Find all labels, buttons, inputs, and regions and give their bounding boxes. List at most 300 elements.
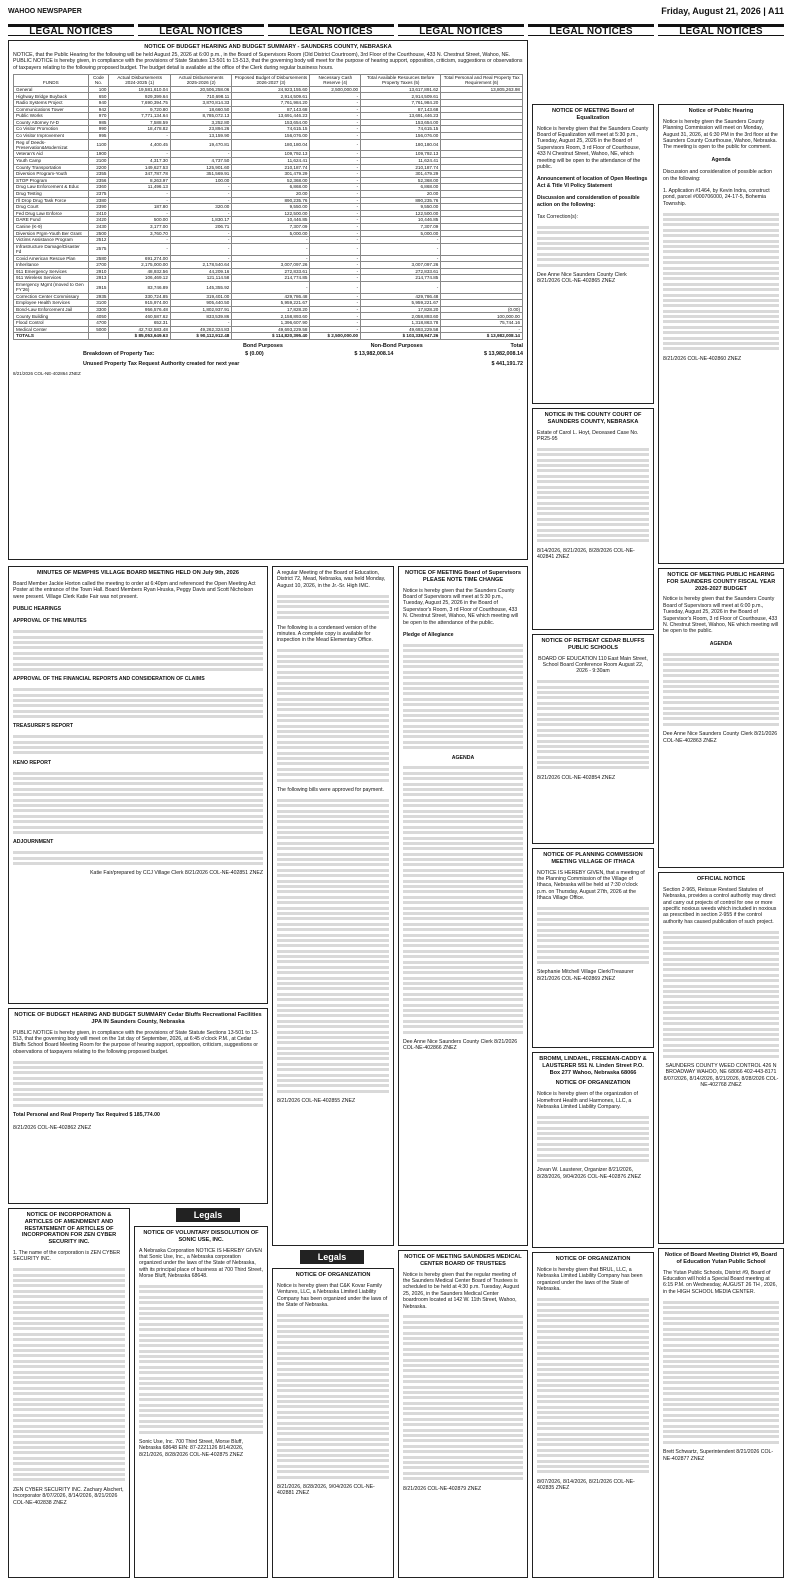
budget-cell: - xyxy=(310,223,361,230)
supervisors-text: Notice is hereby given that the Saunders County Board of Supervisors will meet at 5:30 p.m., Tuesday, August 25, 2026 in the Board of Supervisor's Room, 3 rd Floor of Courthouse, 433 N. Chestnut Street, Wahoo, NE which meeting will be open to the attendance of the public. xyxy=(403,587,519,626)
budget-cell: - xyxy=(310,275,361,282)
supervisors-notice xyxy=(398,566,528,1246)
date-page: Friday, August 21, 2026 | A11 xyxy=(661,6,784,16)
breakdown-bond: $ (0.00) xyxy=(245,350,264,357)
budget-cell: - xyxy=(310,100,361,107)
budget-cell: - xyxy=(170,237,231,244)
budget-cell: - xyxy=(232,255,310,262)
budget-cell: 122,500.00 xyxy=(232,210,310,217)
budget-cell: 100 xyxy=(88,86,109,93)
budget-row xyxy=(14,262,523,269)
incorporation-text: 1. The name of the corporation is ZEN CYBER SECURITY INC. xyxy=(13,1249,121,1263)
budget-cell: 3300 xyxy=(88,306,109,313)
text-filler xyxy=(537,1298,649,1474)
budget-cell: - xyxy=(310,204,361,211)
budget-cell: 970 xyxy=(88,113,109,120)
budget-cell: 942 xyxy=(88,106,109,113)
budget-cell xyxy=(441,139,523,151)
budget-cell: 100,000.00 xyxy=(441,313,523,320)
budget-row xyxy=(14,255,523,262)
medical-signature: 8/21/2026 COL-NE-402879 ZNEZ xyxy=(403,1485,482,1492)
brul-signature: 8/07/2026, 8/14/2026, 8/21/2026 COL-NE-402835 ZNEZ xyxy=(537,1478,635,1492)
budget-cell: 2200 xyxy=(88,164,109,171)
budget-cell: TOTALS xyxy=(14,333,89,340)
budget-cell: $ 85,053,649.63 xyxy=(109,333,170,340)
legal-notices-bar: LEGAL NOTICES xyxy=(268,24,394,36)
equalization-notice xyxy=(532,104,654,404)
budget-cell: 13,617,891.62 xyxy=(361,86,441,93)
bromm-notice xyxy=(532,1052,654,1248)
budget-cell: 5,959,221.67 xyxy=(361,300,441,307)
text-filler xyxy=(663,653,779,726)
budget-cell: 13,159.90 xyxy=(170,132,231,139)
budget-cell: - xyxy=(170,320,231,327)
brul-text: Notice is hereby given that BRUL, LLC, a Nebraska Limited Liability Company has been organized under the laws of the State of Nebraska. xyxy=(537,1266,643,1293)
budget-cell: 180,180.04 xyxy=(232,139,310,151)
budget-cell xyxy=(441,197,523,204)
budget-cell: Highway Bridge Buyback xyxy=(14,93,89,100)
budget-cell: 156,076.00 xyxy=(361,132,441,139)
budget-cell: 20.00 xyxy=(361,190,441,197)
budget-cell: 1,396,607.90 xyxy=(232,320,310,327)
budget-cell: 17,828.20 xyxy=(232,306,310,313)
budget-cell: 145,355.92 xyxy=(170,281,231,293)
budget-cell: 4,317.30 xyxy=(109,157,170,164)
budget-cell: 3,760.70 xyxy=(109,230,170,237)
budget-cell: 11,624.41 xyxy=(232,157,310,164)
unused-value: $ 441,191.72 xyxy=(491,360,523,367)
budget-col-header: Total Personal and Real Property Tax Requirement (6) xyxy=(441,75,523,87)
memphis-signature: Katie Fair/prepared by CCJ Village Clerk 8/21/2026 COL-NE-402851 ZNEZ xyxy=(90,870,263,877)
budget-cell: 44,209.16 xyxy=(170,268,231,275)
budget-cell: Covid American Rescue Plan xyxy=(14,255,89,262)
budget-cell: 153,654.00 xyxy=(232,119,310,126)
budget-cell: 13,691,446.23 xyxy=(361,113,441,120)
budget-cell: - xyxy=(310,139,361,151)
budget-cell: - xyxy=(310,268,361,275)
budget-cell: 2356 xyxy=(88,177,109,184)
budget-cell: - xyxy=(170,210,231,217)
budget-cell: 180,180.04 xyxy=(361,139,441,151)
budget-cell: 49,693,229.58 xyxy=(232,326,310,333)
budget-cell: - xyxy=(310,326,361,333)
budget-cell: - xyxy=(310,313,361,320)
budget-cell: Bond-Law Enforcement Jail xyxy=(14,306,89,313)
budget-cell: 833,539.86 xyxy=(170,313,231,320)
budget-cell: - xyxy=(310,210,361,217)
budget-cell: 5,000.00 xyxy=(232,230,310,237)
budget-cell: 3,870,814.33 xyxy=(170,100,231,107)
kovar-text: Notice is hereby given that C&K Kovar Family Ventures, LLC, a Nebraska Limited Liability Company has been organized under the laws of the State of Nebraska. xyxy=(277,1282,388,1309)
budget-cell: 20,506,258.06 xyxy=(170,86,231,93)
budget-cell: 18,660.50 xyxy=(170,106,231,113)
hearing-discussion: Discussion and consideration of possible action on the following: xyxy=(663,169,773,182)
budget-cell: 2700 xyxy=(88,262,109,269)
budget-cell: Co Visitor Promotion xyxy=(14,126,89,133)
school-minutes-signature: 8/21/2026 COL-NE-402855 ZNEZ xyxy=(277,1098,356,1105)
budget-cell: - xyxy=(170,197,231,204)
budget-cell: 109,792.13 xyxy=(361,151,441,158)
budget-cell: 995 xyxy=(88,132,109,139)
public-hearing-notice xyxy=(658,104,784,564)
budget-cell: 691,274.00 xyxy=(109,255,170,262)
retreat-signature: 8/21/2026 COL-NE-402854 ZNEZ xyxy=(537,774,616,781)
budget-cell: Youth Camp xyxy=(14,157,89,164)
supervisors-title: NOTICE OF MEETING Board of Supervisors PLEASE NOTE TIME CHANGE xyxy=(405,570,521,583)
budget-notice xyxy=(8,40,528,560)
budget-cell: - xyxy=(310,171,361,178)
budget-cell xyxy=(441,223,523,230)
budget-table xyxy=(13,74,523,340)
budget-intro: NOTICE, that the Public Hearing for the following will be held August 25, 2026 at 6:00 p.m., in the Board of Supervisors Room (Old District Courtroom), 3rd Floor of the Courthouse, 433 N. Chestnut Street, Wahoo, NE. PUBLIC NOTICE is hereby given, in compliance with the provisions of State Statutes 13-501 to 13-513, that the governing body will meet for the purpose of hearing support, opposition, criticism, suggestions or observations of taxpayers relating to the following proposed budget. The budget detail is available at the office of the Clerk during regular business hours. xyxy=(13,51,523,71)
retreat-title: NOTICE OF RETREAT CEDAR BLUFFS PUBLIC SCHOOLS xyxy=(541,638,645,651)
budget-row xyxy=(14,157,523,164)
budget-cell: - xyxy=(310,190,361,197)
budget-cell: 1,318,863.78 xyxy=(361,320,441,327)
budget-cell: 75,744.16 xyxy=(441,320,523,327)
legal-notices-bar: LEGAL NOTICES xyxy=(8,24,134,36)
budget-row xyxy=(14,197,523,204)
memphis-text: Board Member Jackie Horton called the meeting to order at 6:40pm and referenced the Open Meeting Act Poster at the entrance of the Town Hall. Board Members Ryan Hruska, Peggy Davis and Scott Nicholson were present. Village Clerk Katie Fair was not present. xyxy=(13,580,256,600)
budget-cell: $ 114,820,395.40 xyxy=(232,333,310,340)
budget-cell: 149,627.53 xyxy=(109,164,170,171)
budget-cell: 2,175,000.00 xyxy=(109,262,170,269)
legals-label: Legals xyxy=(176,1208,240,1222)
official-notice xyxy=(658,872,784,1244)
budget-cell: 109,792.13 xyxy=(232,151,310,158)
budget-cell: - xyxy=(310,113,361,120)
budget-cell: 990 xyxy=(88,126,109,133)
retreat-notice xyxy=(532,634,654,844)
budget-cell: 7,307.09 xyxy=(361,223,441,230)
budget-hearing-agenda: AGENDA xyxy=(709,640,733,647)
budget-cell: County Building xyxy=(14,313,89,320)
bond-col-header: Bond Purposes xyxy=(243,342,283,349)
budget-cell xyxy=(441,171,523,178)
budget-cell: - xyxy=(361,243,441,255)
budget-row xyxy=(14,237,523,244)
budget-cell xyxy=(441,275,523,282)
budget-cell: 7,761,984.20 xyxy=(232,100,310,107)
brul-title: NOTICE OF ORGANIZATION xyxy=(555,1256,631,1262)
budget-cell: Medical Center xyxy=(14,326,89,333)
budget-cell: Radio Systems Project xyxy=(14,100,89,107)
budget-cell: 351,569.91 xyxy=(170,171,231,178)
budget-cell xyxy=(441,281,523,293)
budget-cell: 13,805,263.98 xyxy=(441,86,523,93)
legal-notices-bar: LEGAL NOTICES xyxy=(528,24,654,36)
budget-cell: - xyxy=(109,190,170,197)
budget-row xyxy=(14,126,523,133)
budget-row xyxy=(14,306,523,313)
budget-cell: - xyxy=(310,126,361,133)
budget-cell: 2512 xyxy=(88,237,109,244)
budget-cell: 74,615.15 xyxy=(361,126,441,133)
incorporation-title: NOTICE OF INCORPORATION & ARTICLES OF AMENDMENT AND RESTATEMENT OF ARTICLES OF INCORPORATION FOR ZEN CYBER SECURITY INC. xyxy=(21,1212,117,1246)
budget-row xyxy=(14,223,523,230)
dissolution-title: NOTICE OF VOLUNTARY DISSOLUTION OF SONIC USE, INC. xyxy=(143,1230,259,1243)
budget-cell: $ 13,982,008.14 xyxy=(441,333,523,340)
medical-title: NOTICE OF MEETING SAUNDERS MEDICAL CENTER BOARD OF TRUSTEES xyxy=(404,1254,522,1267)
yutan-title: Notice of Board Meeting District #9, Board of Education Yutan Public School xyxy=(664,1252,778,1265)
budget-row xyxy=(14,93,523,100)
budget-cell: 4,737.50 xyxy=(170,157,231,164)
budget-cell: - xyxy=(232,281,310,293)
budget-cell xyxy=(441,100,523,107)
budget-cell: 2380 xyxy=(88,197,109,204)
budget-cell: 48,932.56 xyxy=(109,268,170,275)
budget-row xyxy=(14,313,523,320)
budget-cell: - xyxy=(310,132,361,139)
budget-cell: 6,868.00 xyxy=(361,184,441,191)
budget-col-header: Proposed Budget of Disbursements 2026-2027 (3) xyxy=(232,75,310,87)
budget-cell xyxy=(441,217,523,224)
equalization-agenda: Discussion and consideration of possible action on the following: xyxy=(537,195,640,208)
budget-row xyxy=(14,100,523,107)
budget-cell: 330,724.85 xyxy=(109,293,170,300)
budget-cell: 3,007,097.26 xyxy=(232,262,310,269)
budget-row xyxy=(14,190,523,197)
hearing-text: Notice is hereby given the Saunders County Planning Commission will meet on Monday, August 31, 2026, at 6:30 PM in the 3rd floor at the Saunders County Courthouse, Wahoo, Nebraska. The meeting is open to the public for comment. xyxy=(663,118,778,151)
budget-cell: 6,868.00 xyxy=(232,184,310,191)
budget-row xyxy=(14,210,523,217)
budget-cell: 87,143.68 xyxy=(232,106,310,113)
budget-cell xyxy=(441,230,523,237)
budget-row xyxy=(14,217,523,224)
budget-title: NOTICE OF BUDGET HEARING AND BUDGET SUMMARY - SAUNDERS COUNTY, NEBRASKA xyxy=(144,44,392,50)
yutan-text: The Yutan Public Schools, District #9, Board of Education will hold a Special Board meeting at 6:15 P.M. on Wednesday, AUGUST 26 TH , 2026, in the HIGH SCHOOL MEDIA CENTER. xyxy=(663,1269,777,1295)
budget-cell: 9,550.00 xyxy=(232,204,310,211)
budget-cell: - xyxy=(109,132,170,139)
budget-cell: 2580 xyxy=(88,255,109,262)
budget-cell xyxy=(441,132,523,139)
budget-cell: 911 Emergency Services xyxy=(14,268,89,275)
budget-col-header: Necessary Cash Reserve (4) xyxy=(310,75,361,87)
budget-cell: 187.80 xyxy=(109,204,170,211)
bromm-text: Notice is hereby given of the organization of Homefront Health and Harmones, LLC, a Nebraska Limited Liability Company. xyxy=(537,1091,638,1110)
budget-cell xyxy=(441,190,523,197)
budget-cell: - xyxy=(170,243,231,255)
budget-cell: - xyxy=(361,237,441,244)
nonbond-col-header: Non-Bond Purposes xyxy=(370,342,423,349)
text-filler xyxy=(139,1285,263,1434)
budget-row xyxy=(14,230,523,237)
cedar-budget-notice xyxy=(8,1008,268,1204)
budget-cell: 20.00 xyxy=(232,190,310,197)
legal-notices-bar: LEGAL NOTICES xyxy=(658,24,784,36)
budget-cell xyxy=(88,333,109,340)
budget-cell: - xyxy=(310,306,361,313)
legals-label: Legals xyxy=(300,1250,364,1264)
school-minutes xyxy=(272,566,394,1246)
text-filler xyxy=(403,766,523,1033)
budget-cell: 460,587.62 xyxy=(109,313,170,320)
budget-cell xyxy=(441,93,523,100)
budget-cell: 890,235.76 xyxy=(361,197,441,204)
budget-cell: 2500 xyxy=(88,230,109,237)
budget-cell: - xyxy=(310,164,361,171)
breakdown-nonbond: $ 13,982,008.14 xyxy=(354,350,394,357)
budget-cell: 429,786.48 xyxy=(232,293,310,300)
budget-cell: - xyxy=(109,237,170,244)
budget-cell: - xyxy=(310,237,361,244)
budget-cell: 19,470.81 xyxy=(170,139,231,151)
budget-cell: - xyxy=(310,151,361,158)
budget-cell: Veteran's Aid xyxy=(14,151,89,158)
planning-title: NOTICE OF PLANNING COMMISSION MEETING VILLAGE OF ITHACA xyxy=(543,852,643,865)
budget-cell: 87,143.68 xyxy=(361,106,441,113)
budget-cell: DARE Fund xyxy=(14,217,89,224)
bromm-title: BROMM, LINDAHL, FREEMAN-CADDY & LAUSTERER 551 N. Linden Street P.O. Box 277 Wahoo, Nebraska 68066 xyxy=(539,1056,647,1076)
budget-cell xyxy=(441,113,523,120)
budget-cell: 272,833.61 xyxy=(361,268,441,275)
budget-cell: - xyxy=(361,281,441,293)
budget-cell: 74,615.15 xyxy=(232,126,310,133)
supervisors-pledge: Pledge of Allegiance xyxy=(403,632,454,639)
budget-cell: 911 Wireless Services xyxy=(14,275,89,282)
budget-cell: (0.00) xyxy=(441,306,523,313)
budget-cell: - xyxy=(310,320,361,327)
budget-row xyxy=(14,184,523,191)
budget-cell: 49,262,324.83 xyxy=(170,326,231,333)
budget-cell: 206.71 xyxy=(170,223,231,230)
budget-cell: Inheritance xyxy=(14,262,89,269)
budget-row xyxy=(14,243,523,255)
cedar-text: PUBLIC NOTICE is hereby given, in compliance with the provisions of State Statute Sections 13-501 to 13-513, that the governing body will meet on the 1st day of September, 2026, at 6:45 o'clock P.M., at Cedar Bluffs School Board Meeting Room for the purpose of hearing support, opposition, criticism, suggestions or observations of taxpayers relating to the following proposed budget. xyxy=(13,1029,259,1055)
budget-cell: - xyxy=(232,243,310,255)
budget-hearing-notice xyxy=(658,568,784,868)
budget-cell: County Transportation xyxy=(14,164,89,171)
incorporation-notice xyxy=(8,1208,130,1578)
budget-cell: - xyxy=(310,300,361,307)
page-header xyxy=(8,6,784,20)
cedar-total: Total Personal and Real Property Tax Required $ 185,774.00 xyxy=(13,1112,160,1119)
budget-cell: 49,693,229.58 xyxy=(361,326,441,333)
budget-cell: 7,588.59 xyxy=(109,119,170,126)
memphis-title: MINUTES OF MEMPHIS VILLAGE BOARD MEETING HELD ON July 9th, 2026 xyxy=(36,570,240,576)
budget-cell: County Attorney IV-D xyxy=(14,119,89,126)
supervisors-signature: Dee Anne Nice Saunders County Clerk 8/21/2026 COL-NE-402866 ZNEZ xyxy=(403,1038,518,1052)
budget-cell xyxy=(441,184,523,191)
hearing-title: Notice of Public Hearing xyxy=(688,108,754,114)
cedar-signature: 8/21/2026 COL-NE-402862 ZNEZ xyxy=(13,1124,92,1131)
budget-cell: 5,959,221.67 xyxy=(232,300,310,307)
official-signature: SAUNDERS COUNTY WEED CONTROL 426 N BROADWAY WAHOO, NE 68066 402-443-8171 8/07/2026, 8/14/2026, 8/21/2026, 8/28/2026 COL-NE-402768 ZNEZ xyxy=(663,1063,779,1089)
budget-cell: 500.00 xyxy=(109,217,170,224)
budget-cell: 5,000.00 xyxy=(361,230,441,237)
budget-cell: - xyxy=(310,184,361,191)
budget-row xyxy=(14,275,523,282)
budget-cell: 100.00 xyxy=(170,177,231,184)
memphis-heading: APPROVAL OF THE FINANCIAL REPORTS AND CONSIDERATION OF CLAIMS xyxy=(13,676,205,683)
budget-cell: - xyxy=(310,197,361,204)
budget-cell: - xyxy=(310,106,361,113)
budget-cell: Correction Center Commissary xyxy=(14,293,89,300)
budget-cell: - xyxy=(310,93,361,100)
budget-cell: - xyxy=(109,151,170,158)
budget-cell: 2910 xyxy=(88,268,109,275)
text-filler xyxy=(277,595,389,620)
budget-cell: 2430 xyxy=(88,223,109,230)
budget-cell: 2,914,509.61 xyxy=(361,93,441,100)
budget-cell: - xyxy=(109,197,170,204)
budget-cell: 2355 xyxy=(88,171,109,178)
budget-cell: 23,894.26 xyxy=(170,126,231,133)
budget-col-header: FUNDS xyxy=(14,75,89,87)
kovar-title: NOTICE OF ORGANIZATION xyxy=(295,1272,371,1278)
budget-col-header: Actual Disbursements 2025-2026 (2) xyxy=(170,75,231,87)
text-filler xyxy=(13,688,263,718)
budget-row xyxy=(14,326,523,333)
estate-title: NOTICE IN THE COUNTY COURT OF SAUNDERS COUNTY, NEBRASKA xyxy=(544,412,642,425)
budget-cell: 347,787.78 xyxy=(109,171,170,178)
budget-cell: I'll Drop Drug Task Force xyxy=(14,197,89,204)
budget-cell: 52,368.00 xyxy=(361,177,441,184)
budget-cell: 2390 xyxy=(88,204,109,211)
budget-cell: - xyxy=(109,243,170,255)
budget-cell: 7,307.09 xyxy=(232,223,310,230)
budget-cell: 8,785,072.13 xyxy=(170,113,231,120)
budget-cell: 17,828.20 xyxy=(361,306,441,313)
estate-case: Estate of Carol L. Hoyt, Deceased Case No. PR25-95 xyxy=(537,429,639,442)
official-text: Section 2-965, Reissue Revised Statutes of Nebraska, provides a control authority may direct and carry out projects of control for one or more specific noxious weeds which included in noxious as prescribed in section 2-955 if the control authority has caused publication of such project. xyxy=(663,886,777,925)
budget-cell: Drug Testing xyxy=(14,190,89,197)
budget-row xyxy=(14,293,523,300)
breakdown-label: Breakdown of Property Tax: xyxy=(83,350,155,357)
budget-row xyxy=(14,281,523,293)
budget-col-header: Code No. xyxy=(88,75,109,87)
budget-cell: 3,252.80 xyxy=(170,119,231,126)
budget-cell: - xyxy=(310,262,361,269)
budget-cell: Emergency Mgmt (moved to Gen FY'26) xyxy=(14,281,89,293)
budget-hearing-title: NOTICE OF MEETING PUBLIC HEARING FOR SAUNDERS COUNTY FISCAL YEAR 2026-2027 BUDGET xyxy=(666,572,776,592)
cedar-title: NOTICE OF BUDGET HEARING AND BUDGET SUMMARY Cedar Bluffs Recreational Facilities JPA IN Saunders County, Nebraska xyxy=(14,1012,262,1025)
budget-row xyxy=(14,139,523,151)
budget-cell xyxy=(441,151,523,158)
budget-cell: 301,479.29 xyxy=(232,171,310,178)
planning-notice xyxy=(532,848,654,1048)
memphis-minutes xyxy=(8,566,268,1004)
budget-cell: 940 xyxy=(88,100,109,107)
budget-row xyxy=(14,132,523,139)
budget-cell: 1,802,937.91 xyxy=(170,306,231,313)
budget-cell: 214,774.85 xyxy=(361,275,441,282)
budget-cell: 2913 xyxy=(88,275,109,282)
medical-text: Notice is hereby given that the regular meeting of the Saunders Medical Center Board of Trustees is scheduled to be held at 4:30 p.m. Tuesday, August 25, 2026, in the Saunders Medical Center boardroom located at 142 W. 11th Street, Wahoo, Nebraska. xyxy=(403,1271,520,1310)
budget-cell: 3,177.00 xyxy=(109,223,170,230)
budget-cell xyxy=(441,204,523,211)
budget-cell: Infrastructure Damage/Disaster Fd xyxy=(14,243,89,255)
budget-hearing-signature: Dee Anne Nice Saunders County Clerk 8/21/2026 COL-NE-402863 ZNEZ xyxy=(663,731,778,744)
budget-row xyxy=(14,268,523,275)
estate-signature: 8/14/2026, 8/21/2026, 8/28/2026 COL-NE-402841 ZNEZ xyxy=(537,547,635,561)
budget-cell: 985 xyxy=(88,119,109,126)
budget-cell: 42,742,583.48 xyxy=(109,326,170,333)
budget-cell: 153,654.00 xyxy=(361,119,441,126)
budget-cell: 121,114.58 xyxy=(170,275,231,282)
section-bars xyxy=(8,24,784,36)
text-filler xyxy=(537,226,649,267)
text-filler xyxy=(663,1301,779,1444)
budget-cell: 2,058,893.60 xyxy=(361,313,441,320)
bromm-heading: NOTICE OF ORGANIZATION xyxy=(555,1080,631,1087)
bromm-signature: Jovan W. Lausterer, Organizer 8/21/2026, 8/28/2026, 9/04/2026 COL-NE-402876 ZNEZ xyxy=(537,1167,642,1180)
budget-row xyxy=(14,177,523,184)
text-filler xyxy=(277,799,389,1093)
school-minutes-text: A regular Meeting of the Board of Education, District 72, Mead, Nebraska, was held Monday, August 10, 2026, in the Jr.-Sr. High IMC. xyxy=(277,570,386,589)
memphis-heading: KENO REPORT xyxy=(13,759,52,766)
budget-cell: - xyxy=(310,119,361,126)
